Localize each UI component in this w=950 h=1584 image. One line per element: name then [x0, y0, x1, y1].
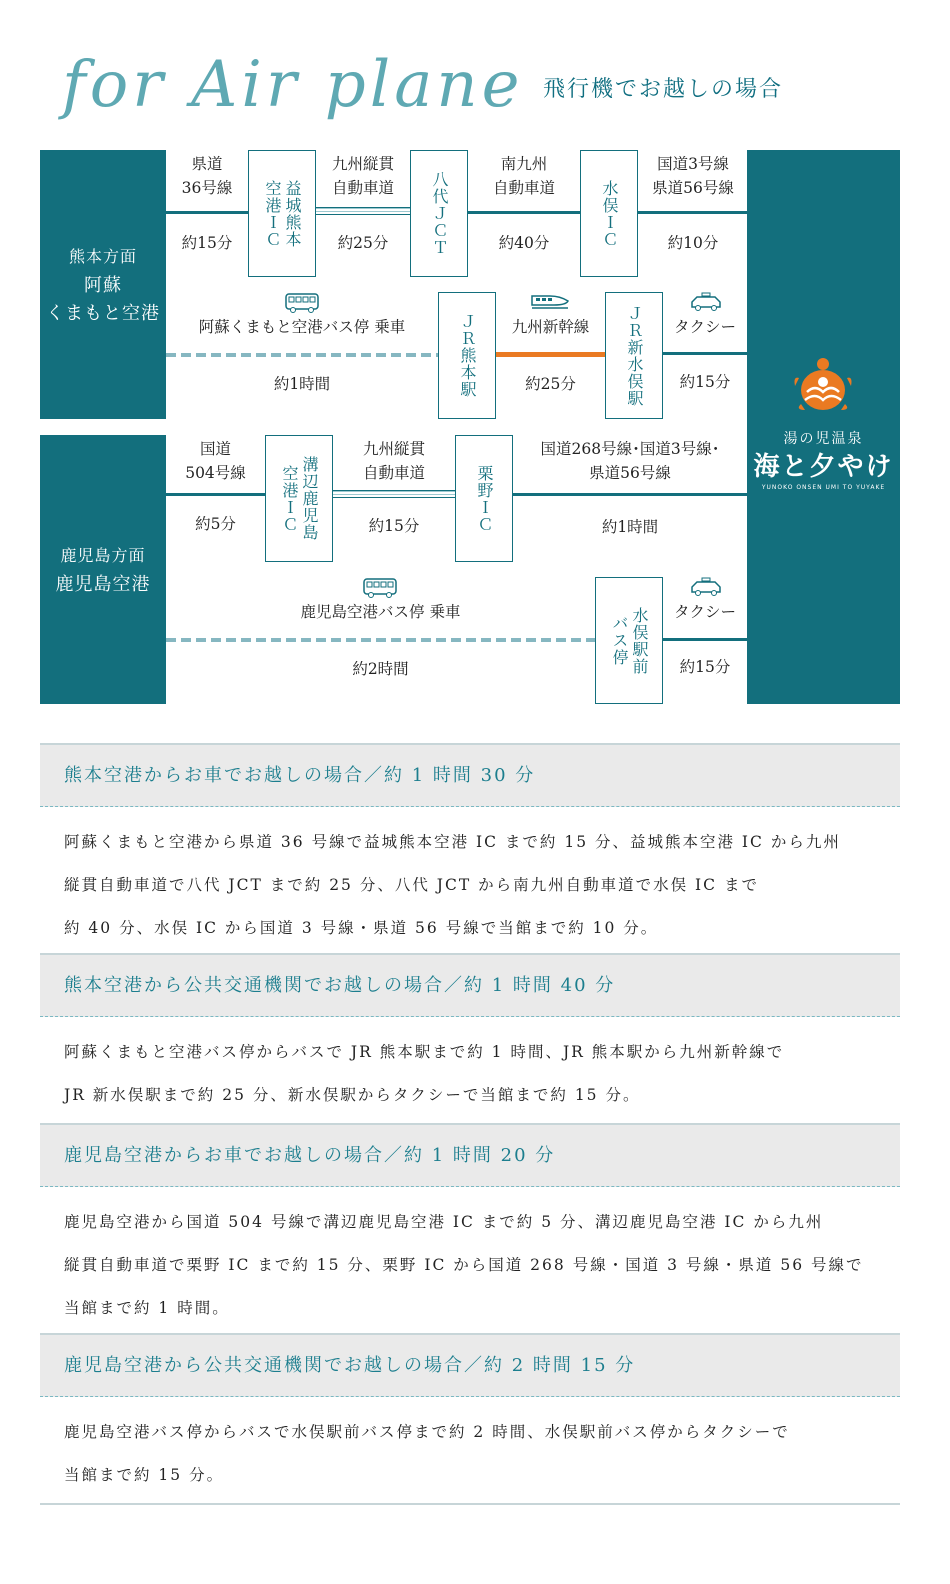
bus-icon — [285, 293, 319, 313]
road-label: 九州縦貫 自動車道 — [362, 440, 425, 482]
time-label: 約2時間 — [352, 660, 409, 678]
bus-icon — [363, 578, 397, 598]
route-line — [166, 211, 248, 214]
destination-name: 海と夕やけ — [753, 452, 894, 482]
section-heading-kagoshima-car: 鹿児島空港からお車でお越しの場合／約 1 時間 20 分 — [40, 1123, 900, 1187]
time-label: 約25分 — [337, 234, 389, 252]
destination-subtitle: 湯の児温泉 — [783, 431, 864, 447]
node-jr-kumamoto: ＪＲ熊本駅 — [438, 292, 496, 419]
taxi-route-line — [663, 638, 747, 641]
page-title: for Air plane — [62, 48, 524, 122]
origin-kumamoto-aso: 阿蘇 — [84, 274, 122, 296]
turtle-logo-icon — [791, 356, 855, 416]
origin-kagoshima-direction: 鹿児島方面 — [60, 545, 146, 565]
time-label: 約10分 — [667, 234, 719, 252]
origin-kumamoto — [40, 150, 166, 419]
rail-label: 九州新幹線 — [511, 318, 590, 336]
taxi-label: タクシー — [673, 603, 736, 621]
route-line — [513, 493, 747, 496]
bus-route-line — [166, 638, 595, 642]
time-label: 約40分 — [498, 234, 550, 252]
section-heading-kumamoto-car: 熊本空港からお車でお越しの場合／約 1 時間 30 分 — [40, 743, 900, 807]
time-label: 約5分 — [195, 515, 236, 533]
taxi-icon — [689, 577, 723, 597]
section-body-kagoshima-transit: 鹿児島空港バス停からバスで水俣駅前バス停まで約 2 時間、水俣駅前バス停からタクシーで 当館まで約 15 分。 — [64, 1423, 790, 1484]
destination-block — [747, 150, 900, 704]
time-label: 約25分 — [525, 375, 576, 393]
bus-label: 鹿児島空港バス停 乗車 — [300, 603, 461, 621]
taxi-icon — [689, 292, 723, 312]
route-line — [638, 211, 748, 214]
route-line — [166, 493, 265, 496]
shinkansen-icon — [530, 293, 570, 311]
bus-label: 阿蘇くまもと空港バス停 乗車 — [198, 318, 406, 336]
expressway-line — [333, 490, 455, 498]
node-minamata-ic: 水俣ＩＣ — [580, 150, 638, 277]
time-label: 約1時間 — [273, 375, 331, 393]
section-body-kumamoto-transit: 阿蘇くまもと空港バス停からバスで JR 熊本駅まで約 1 時間、JR 熊本駅から九州新幹線で JR 新水俣駅まで約 25 分、新水俣駅からタクシーで当館まで約 15 分。 — [64, 1043, 785, 1104]
node-jr-shin-minamata: ＪＲ新水俣駅 — [605, 292, 663, 419]
time-label: 約15分 — [368, 517, 420, 535]
origin-kagoshima-airport: 鹿児島空港 — [55, 573, 151, 595]
node-yatsushiro-jct: 八代ＪＣＴ — [410, 150, 468, 277]
time-label: 約15分 — [181, 234, 233, 252]
node-kurino-ic: 栗野ＩＣ — [455, 435, 513, 562]
road-label: 九州縦貫 自動車道 — [331, 155, 394, 197]
node-minamata-ekimae: 水俣駅前 バス停 — [595, 577, 663, 704]
section-body-kagoshima-car: 鹿児島空港から国道 504 号線で溝辺鹿児島空港 IC まで約 5 分、溝辺鹿児島空港 IC から九州 縦貫自動車道で栗野 IC まで約 15 分、栗野 IC から国道 268 号線・国道 3 号線・県道 56 号線で 当館まで約 1 時間。 — [64, 1213, 864, 1317]
origin-kagoshima — [40, 435, 166, 704]
time-label: 約15分 — [679, 373, 731, 391]
road-label: 国道3号線 県道56号線 — [652, 155, 734, 197]
bus-route-line — [166, 353, 438, 357]
page-subtitle: 飛行機でお越しの場合 — [543, 77, 784, 102]
node-mizobe-ic: 溝辺鹿児島 空港ＩＣ — [265, 435, 333, 562]
road-label: 県道 36号線 — [181, 155, 233, 197]
section-heading-kagoshima-transit: 鹿児島空港から公共交通機関でお越しの場合／約 2 時間 15 分 — [40, 1333, 900, 1397]
bottom-divider — [40, 1503, 900, 1505]
road-label: 南九州 自動車道 — [492, 155, 555, 197]
time-label: 約1時間 — [601, 518, 659, 536]
shinkansen-line — [496, 352, 605, 357]
origin-kumamoto-airport: くまもと空港 — [46, 302, 160, 324]
road-label: 国道268号線･国道3号線･ 県道56号線 — [540, 440, 720, 482]
route-line — [468, 211, 580, 214]
taxi-label: タクシー — [673, 318, 736, 336]
expressway-line — [316, 207, 410, 215]
time-label: 約15分 — [679, 658, 731, 676]
road-label: 国道 504号線 — [185, 440, 246, 482]
section-body-kumamoto-car: 阿蘇くまもと空港から県道 36 号線で益城熊本空港 IC まで約 15 分、益城熊本空港 IC から九州 縦貫自動車道で八代 JCT まで約 25 分、八代 JCT から南九州自動車道で水俣 IC まで 約 40 分、水俣 IC から国道 3 号線・県道 56 号線で当館まで約 10 分。 — [64, 833, 841, 937]
origin-kumamoto-direction: 熊本方面 — [68, 246, 137, 266]
section-heading-kumamoto-transit: 熊本空港から公共交通機関でお越しの場合／約 1 時間 40 分 — [40, 953, 900, 1017]
destination-romaji: YUNOKO ONSEN UMI TO YUYAKE — [761, 484, 886, 491]
node-mashiki-ic: 益城熊本 空港ＩＣ — [248, 150, 316, 277]
taxi-route-line — [663, 352, 747, 355]
